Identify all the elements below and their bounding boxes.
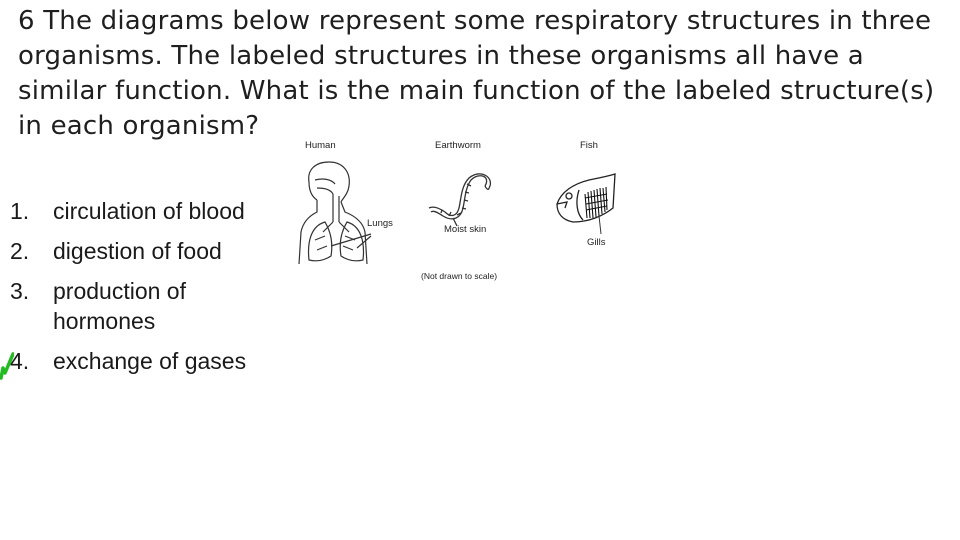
scale-note: (Not drawn to scale) [421,271,498,281]
choice-text: circulation of blood [53,198,245,224]
choice-number: 1. [10,198,30,224]
question-text: 6 The diagrams below represent some respiratory structures in three organisms. The labeled structures in these organisms all have a similar function. What is the main function of the labeled structure(s) in each organism? [18,6,935,141]
choice-number: 3. [10,278,30,304]
fish-head-figure [553,168,623,248]
human-title: Human [305,140,336,151]
choice-number: 2. [10,238,30,264]
choice-1[interactable] [10,196,290,226]
answer-choices [10,196,290,386]
moist-skin-label: Moist skin [444,224,487,235]
earthworm-title: Earthworm [435,140,481,151]
human-torso-figure [295,152,405,267]
choice-2[interactable] [10,236,290,266]
choice-text: exchange of gases [53,348,247,374]
choice-text: digestion of food [53,238,222,264]
choice-number: 4. [10,348,30,374]
choice-4[interactable] [10,346,290,376]
lungs-label: Lungs [367,218,393,229]
fish-title: Fish [580,140,598,151]
checkmark-icon [0,352,14,380]
choice-text: production of hormones [53,278,186,334]
choice-3[interactable] [10,276,290,336]
gills-label: Gills [587,237,606,248]
respiratory-structures-diagram [295,138,625,288]
